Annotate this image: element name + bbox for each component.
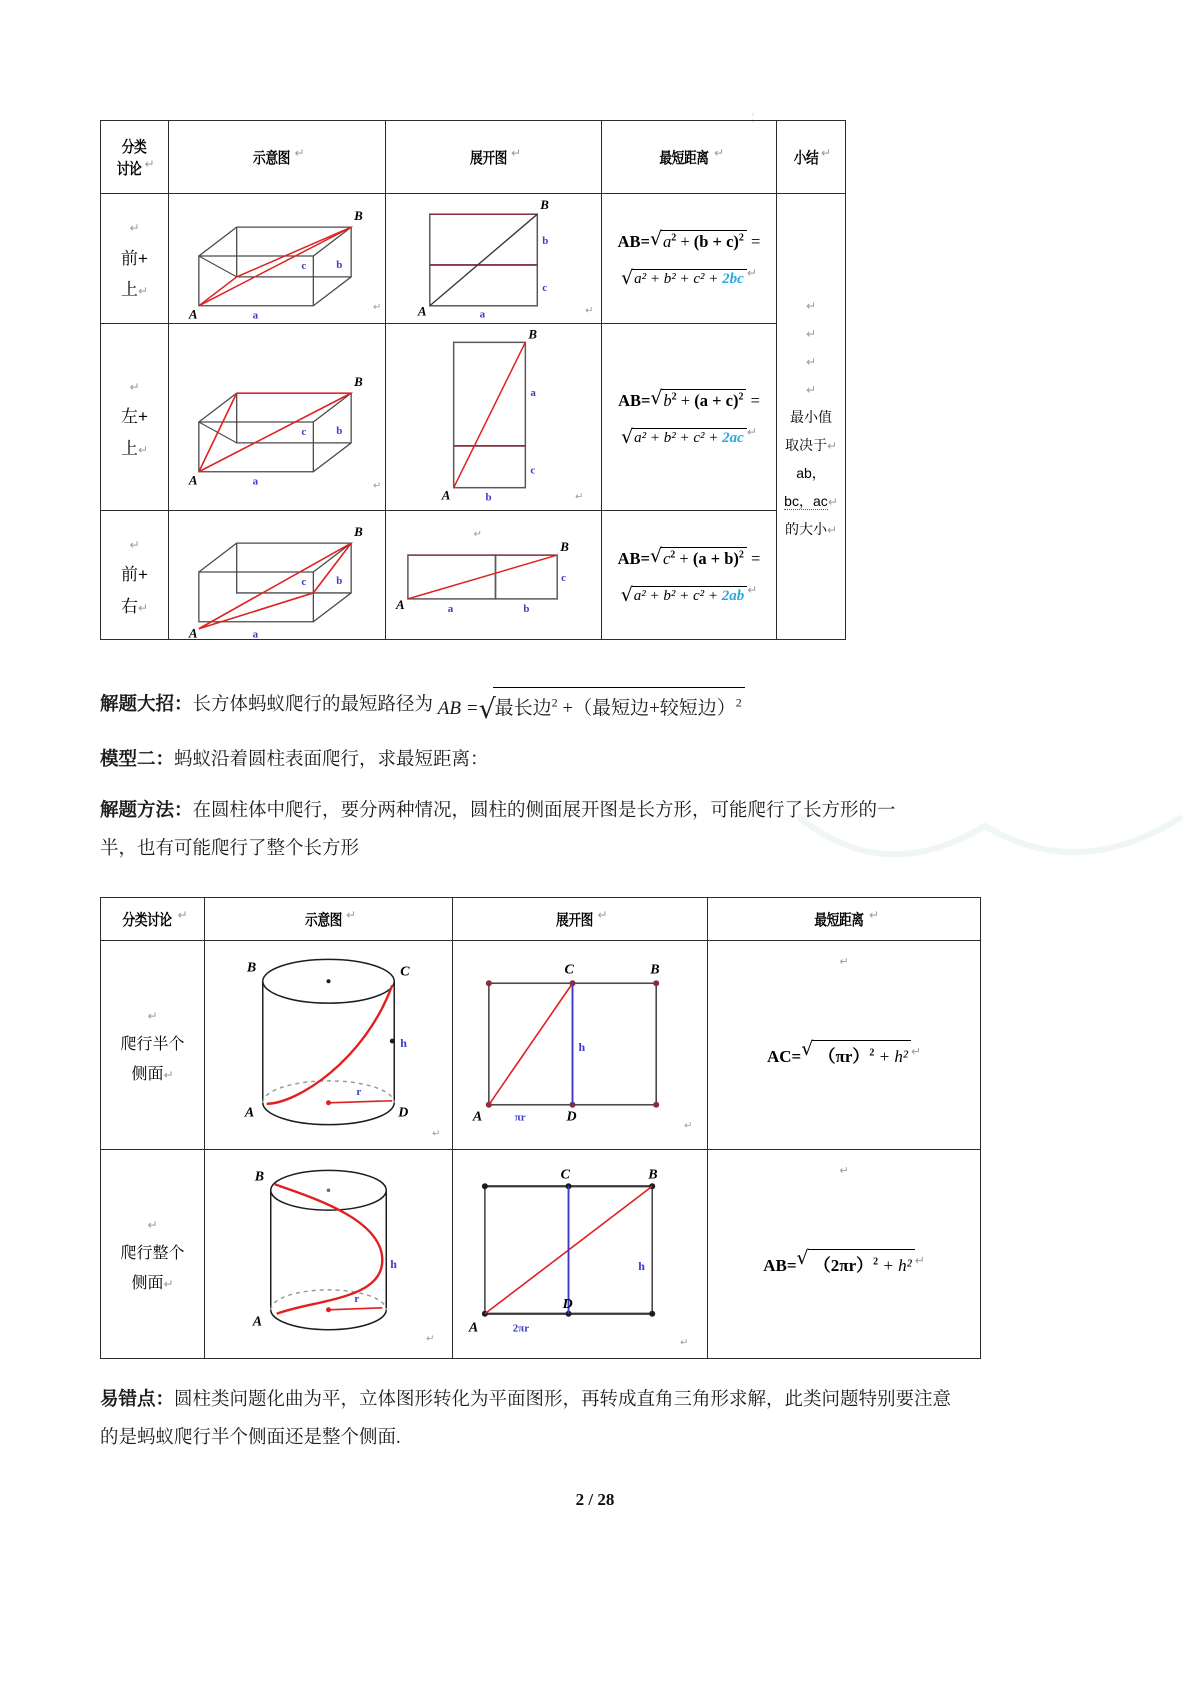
category-line-1: 前+ [121, 248, 148, 268]
svg-text:↵: ↵ [575, 491, 584, 503]
pilcrow-icon: ↵ [147, 1008, 158, 1023]
header-cell-unfold: 展开图 ↵ [453, 898, 708, 941]
svg-text:B: B [528, 326, 537, 342]
pilcrow-icon: ↵ [826, 438, 838, 453]
svg-text:r: r [354, 1293, 360, 1306]
svg-text:↵: ↵ [473, 529, 482, 541]
pilcrow-icon: ↵ [144, 156, 155, 171]
svg-text:A: A [468, 1320, 479, 1336]
svg-text:A: A [252, 1314, 263, 1330]
svg-text:↵: ↵ [426, 1333, 435, 1345]
cell-sketch-3 [169, 511, 386, 640]
svg-text:a: a [447, 602, 454, 615]
formula-ab: AB= √ $(2\pi r)^2 + h^2$ ↵ [763, 1248, 925, 1276]
pilcrow-icon: ↵ [827, 494, 838, 509]
table-header-row [101, 898, 981, 941]
svg-text:↵: ↵ [373, 480, 382, 492]
header-cell-sketch: 示意图 ↵ [169, 121, 386, 194]
method-text-line-2: 半，也有可能爬行了整个长方形 [100, 839, 360, 860]
table-header-row [101, 121, 846, 194]
cylinder-table [100, 897, 981, 1359]
pilcrow-icon: ↵ [129, 379, 140, 394]
unfold-diagram-1 [386, 194, 601, 323]
formula-ac: AC= √ $(\pi r)^2 + h^2$ ↵ [767, 1039, 921, 1067]
pilcrow-icon: ↵ [910, 1044, 921, 1059]
svg-text:h: h [400, 1036, 407, 1051]
pilcrow-icon: ↵ [805, 382, 817, 397]
category-line-2: 上 [120, 438, 138, 458]
svg-text:b: b [542, 235, 549, 248]
svg-text:c: c [301, 259, 307, 272]
pilcrow-icon: ↵ [177, 908, 188, 923]
cell-formula-2 [602, 324, 777, 511]
svg-text:A: A [188, 625, 198, 639]
category-line-2: 上 [120, 280, 138, 300]
svg-text:D: D [566, 1109, 577, 1125]
svg-text:a: a [252, 475, 259, 488]
svg-text:B: B [650, 962, 660, 978]
pilcrow-icon: ↵ [510, 145, 522, 160]
cell-category-full [101, 1150, 205, 1359]
cell-sketch-2 [169, 324, 386, 511]
cell-formula-full [708, 1150, 981, 1359]
svg-text:c: c [301, 575, 307, 588]
pilcrow-icon: ↵ [839, 956, 849, 969]
method-text-line-1: 在圆柱体中爬行，要分两种情况，圆柱的侧面展开图是长方形，可能爬行了长方形的一 [192, 801, 896, 822]
summary-line-4: bc，ac [784, 492, 828, 509]
pilcrow-icon: ↵ [129, 221, 140, 236]
svg-text:c: c [530, 464, 536, 477]
cell-formula-half [708, 941, 981, 1150]
svg-text:D: D [562, 1297, 573, 1313]
model2-label: 模型二： [100, 748, 175, 770]
pilcrow-icon: ↵ [805, 298, 817, 313]
pilcrow-icon: ↵ [826, 522, 838, 537]
paragraph-pitfall-cont [100, 1420, 1090, 1456]
svg-text:↵: ↵ [373, 301, 382, 313]
cell-category-3 [101, 511, 169, 640]
summary-line-2: 取决于 [784, 436, 827, 453]
page-content [100, 120, 1090, 1456]
page-tick-mark: ¦ [752, 112, 755, 123]
svg-text:a: a [479, 308, 486, 321]
cell-formula-1 [602, 194, 777, 324]
category-line-1: 爬行整个 [120, 1245, 185, 1263]
summary-line-1: 最小值 [790, 408, 832, 425]
svg-text:2πr: 2πr [512, 1322, 530, 1335]
header-cell-sketch: 示意图 ↵ [205, 898, 453, 941]
formula-result-1: √ a² + b² + c² + 2bc ↵ [621, 266, 757, 288]
svg-text:A: A [244, 1105, 255, 1121]
table-row [101, 1150, 981, 1359]
cell-summary [777, 194, 846, 640]
svg-text:C: C [560, 1167, 570, 1183]
category-line-2: 侧面 [131, 1275, 164, 1293]
header-cell-category: 分类 讨论 ↵ [101, 121, 169, 194]
svg-text:c: c [542, 281, 548, 294]
pilcrow-icon: ↵ [294, 145, 305, 160]
unfold-diagram-2 [386, 324, 601, 510]
cell-category-2 [101, 324, 169, 511]
pilcrow-icon: ↵ [147, 1217, 158, 1232]
svg-text:B: B [540, 197, 549, 213]
cell-cylinder-half [205, 941, 453, 1150]
cylinder-diagram-half [205, 941, 452, 1149]
svg-text:↵: ↵ [684, 1120, 693, 1132]
cylinder-diagram-full [205, 1150, 452, 1358]
svg-text:c: c [301, 425, 307, 438]
pilcrow-icon: ↵ [746, 266, 757, 280]
pilcrow-icon: ↵ [746, 424, 757, 439]
svg-text:A: A [188, 306, 198, 322]
cell-sketch-1 [169, 194, 386, 324]
cell-category-1 [101, 194, 169, 324]
pilcrow-icon: ↵ [805, 354, 817, 369]
formula-result-2: √ a² + b² + c² + 2ac ↵ [621, 425, 757, 447]
svg-text:C: C [400, 964, 410, 980]
method-label: 解题方法： [100, 799, 193, 821]
cell-unfold-1 [386, 194, 602, 324]
pilcrow-icon: ↵ [747, 582, 758, 597]
paragraph-method [100, 792, 1090, 829]
table-row [101, 511, 846, 640]
cell-formula-3 [602, 511, 777, 640]
svg-text:↵: ↵ [680, 1337, 689, 1349]
svg-text:b: b [523, 602, 530, 615]
svg-text:B: B [560, 539, 569, 555]
svg-text:b: b [336, 258, 343, 271]
svg-text:B: B [354, 374, 363, 390]
svg-text:c: c [561, 571, 567, 584]
unfold-diagram-full [453, 1150, 707, 1358]
cuboid-diagram-2 [169, 324, 385, 510]
header-cell-category: 分类讨论 ↵ [101, 898, 205, 941]
svg-text:a: a [530, 387, 536, 400]
pilcrow-icon: ↵ [137, 284, 149, 299]
header-cell-distance: 最短距离 ↵ [708, 898, 981, 941]
pilcrow-icon: ↵ [839, 1165, 849, 1178]
svg-text:r: r [356, 1086, 362, 1099]
pilcrow-icon: ↵ [129, 537, 140, 552]
trick-label: 解题大招： [100, 693, 193, 714]
category-line-2: 右 [120, 596, 138, 616]
svg-text:A: A [417, 303, 427, 319]
svg-text:↵: ↵ [585, 305, 594, 317]
pilcrow-icon: ↵ [868, 908, 880, 923]
formula-main-3: AB= √ $c^2 + (a + b)^2$ = [618, 546, 761, 569]
svg-text:A: A [441, 487, 451, 503]
header-cell-unfold: 展开图 ↵ [386, 121, 602, 194]
trick-text: 长方体蚂蚁爬行的最短路径为 [192, 695, 434, 715]
svg-text:B: B [354, 208, 363, 224]
paragraph-pitfall [100, 1381, 1090, 1418]
svg-text:h: h [578, 1040, 586, 1055]
cell-cylinder-full [205, 1150, 453, 1359]
cell-unfold-half [453, 941, 708, 1150]
pilcrow-icon: ↵ [345, 908, 357, 923]
svg-text:B: B [354, 524, 363, 540]
summary-line-3: ab， [796, 464, 826, 481]
svg-text:b: b [485, 491, 492, 504]
pilcrow-icon: ↵ [137, 600, 149, 615]
cell-category-half [101, 941, 205, 1150]
formula-main-2: AB= √ $b^2 + (a + c)^2$ = [618, 388, 760, 411]
summary-line-5: 的大小 [784, 520, 827, 537]
pilcrow-icon: ↵ [597, 908, 608, 923]
svg-text:πr: πr [514, 1111, 526, 1124]
svg-text:A: A [395, 596, 405, 612]
paragraph-model2 [100, 741, 1090, 778]
formula-result-3: √ a² + b² + c² + 2ab ↵ [621, 583, 758, 605]
category-line-2: 侧面 [131, 1066, 164, 1084]
pitfall-text-line-2: 的是蚂蚁爬行半个侧面还是整个侧面. [100, 1428, 401, 1449]
table-row [101, 194, 846, 324]
pitfall-label: 易错点： [100, 1388, 175, 1410]
svg-text:A: A [472, 1109, 483, 1125]
paragraph-method-cont [100, 831, 1090, 867]
pilcrow-icon: ↵ [713, 145, 725, 160]
svg-text:a: a [252, 309, 259, 322]
svg-text:h: h [638, 1259, 645, 1274]
unfold-diagram-half [453, 941, 707, 1149]
svg-text:C: C [564, 962, 574, 978]
category-line-1: 左+ [121, 407, 148, 427]
trick-formula: AB = √ 最长边$^2$ +（最短边+较短边）$^2$ [433, 687, 745, 727]
table-row [101, 324, 846, 511]
pilcrow-icon: ↵ [163, 1068, 174, 1083]
cell-unfold-3 [386, 511, 602, 640]
header-cell-summary: 小结 ↵ [777, 121, 846, 194]
cell-unfold-full [453, 1150, 708, 1359]
pilcrow-icon: ↵ [805, 326, 817, 341]
svg-text:b: b [336, 574, 343, 587]
svg-text:↵: ↵ [432, 1128, 441, 1140]
pilcrow-icon: ↵ [914, 1253, 925, 1268]
cuboid-diagram-3 [169, 511, 385, 639]
cell-unfold-2 [386, 324, 602, 511]
pilcrow-icon: ↵ [820, 145, 832, 160]
svg-text:h: h [390, 1257, 397, 1272]
svg-text:a: a [252, 628, 259, 639]
pitfall-text-line-1: 圆柱类问题化曲为平，立体图形转化为平面图形，再转成直角三角形求解，此类问题特别要注意 [174, 1390, 952, 1411]
svg-text:B: B [246, 960, 257, 976]
pilcrow-icon: ↵ [163, 1277, 174, 1292]
table-row [101, 941, 981, 1150]
pilcrow-icon: ↵ [137, 442, 149, 457]
category-line-1: 爬行半个 [120, 1036, 185, 1054]
svg-text:b: b [336, 424, 343, 437]
svg-text:A: A [188, 472, 198, 488]
header-cell-distance: 最短距离 ↵ [602, 121, 777, 194]
model2-text: 蚂蚁沿着圆柱表面爬行，求最短距离： [174, 750, 489, 771]
svg-text:D: D [398, 1105, 409, 1121]
svg-text:B: B [254, 1169, 265, 1185]
svg-text:B: B [648, 1167, 658, 1183]
category-line-1: 前+ [121, 565, 148, 585]
unfold-diagram-3 [386, 511, 601, 639]
cuboid-diagram-1 [169, 194, 385, 323]
paragraph-trick [100, 686, 1090, 727]
formula-main-1: AB= √ $a^2 + (b + c)^2$ = [618, 229, 761, 252]
cuboid-table [100, 120, 846, 640]
page-number: 2 / 28 [575, 1490, 615, 1509]
